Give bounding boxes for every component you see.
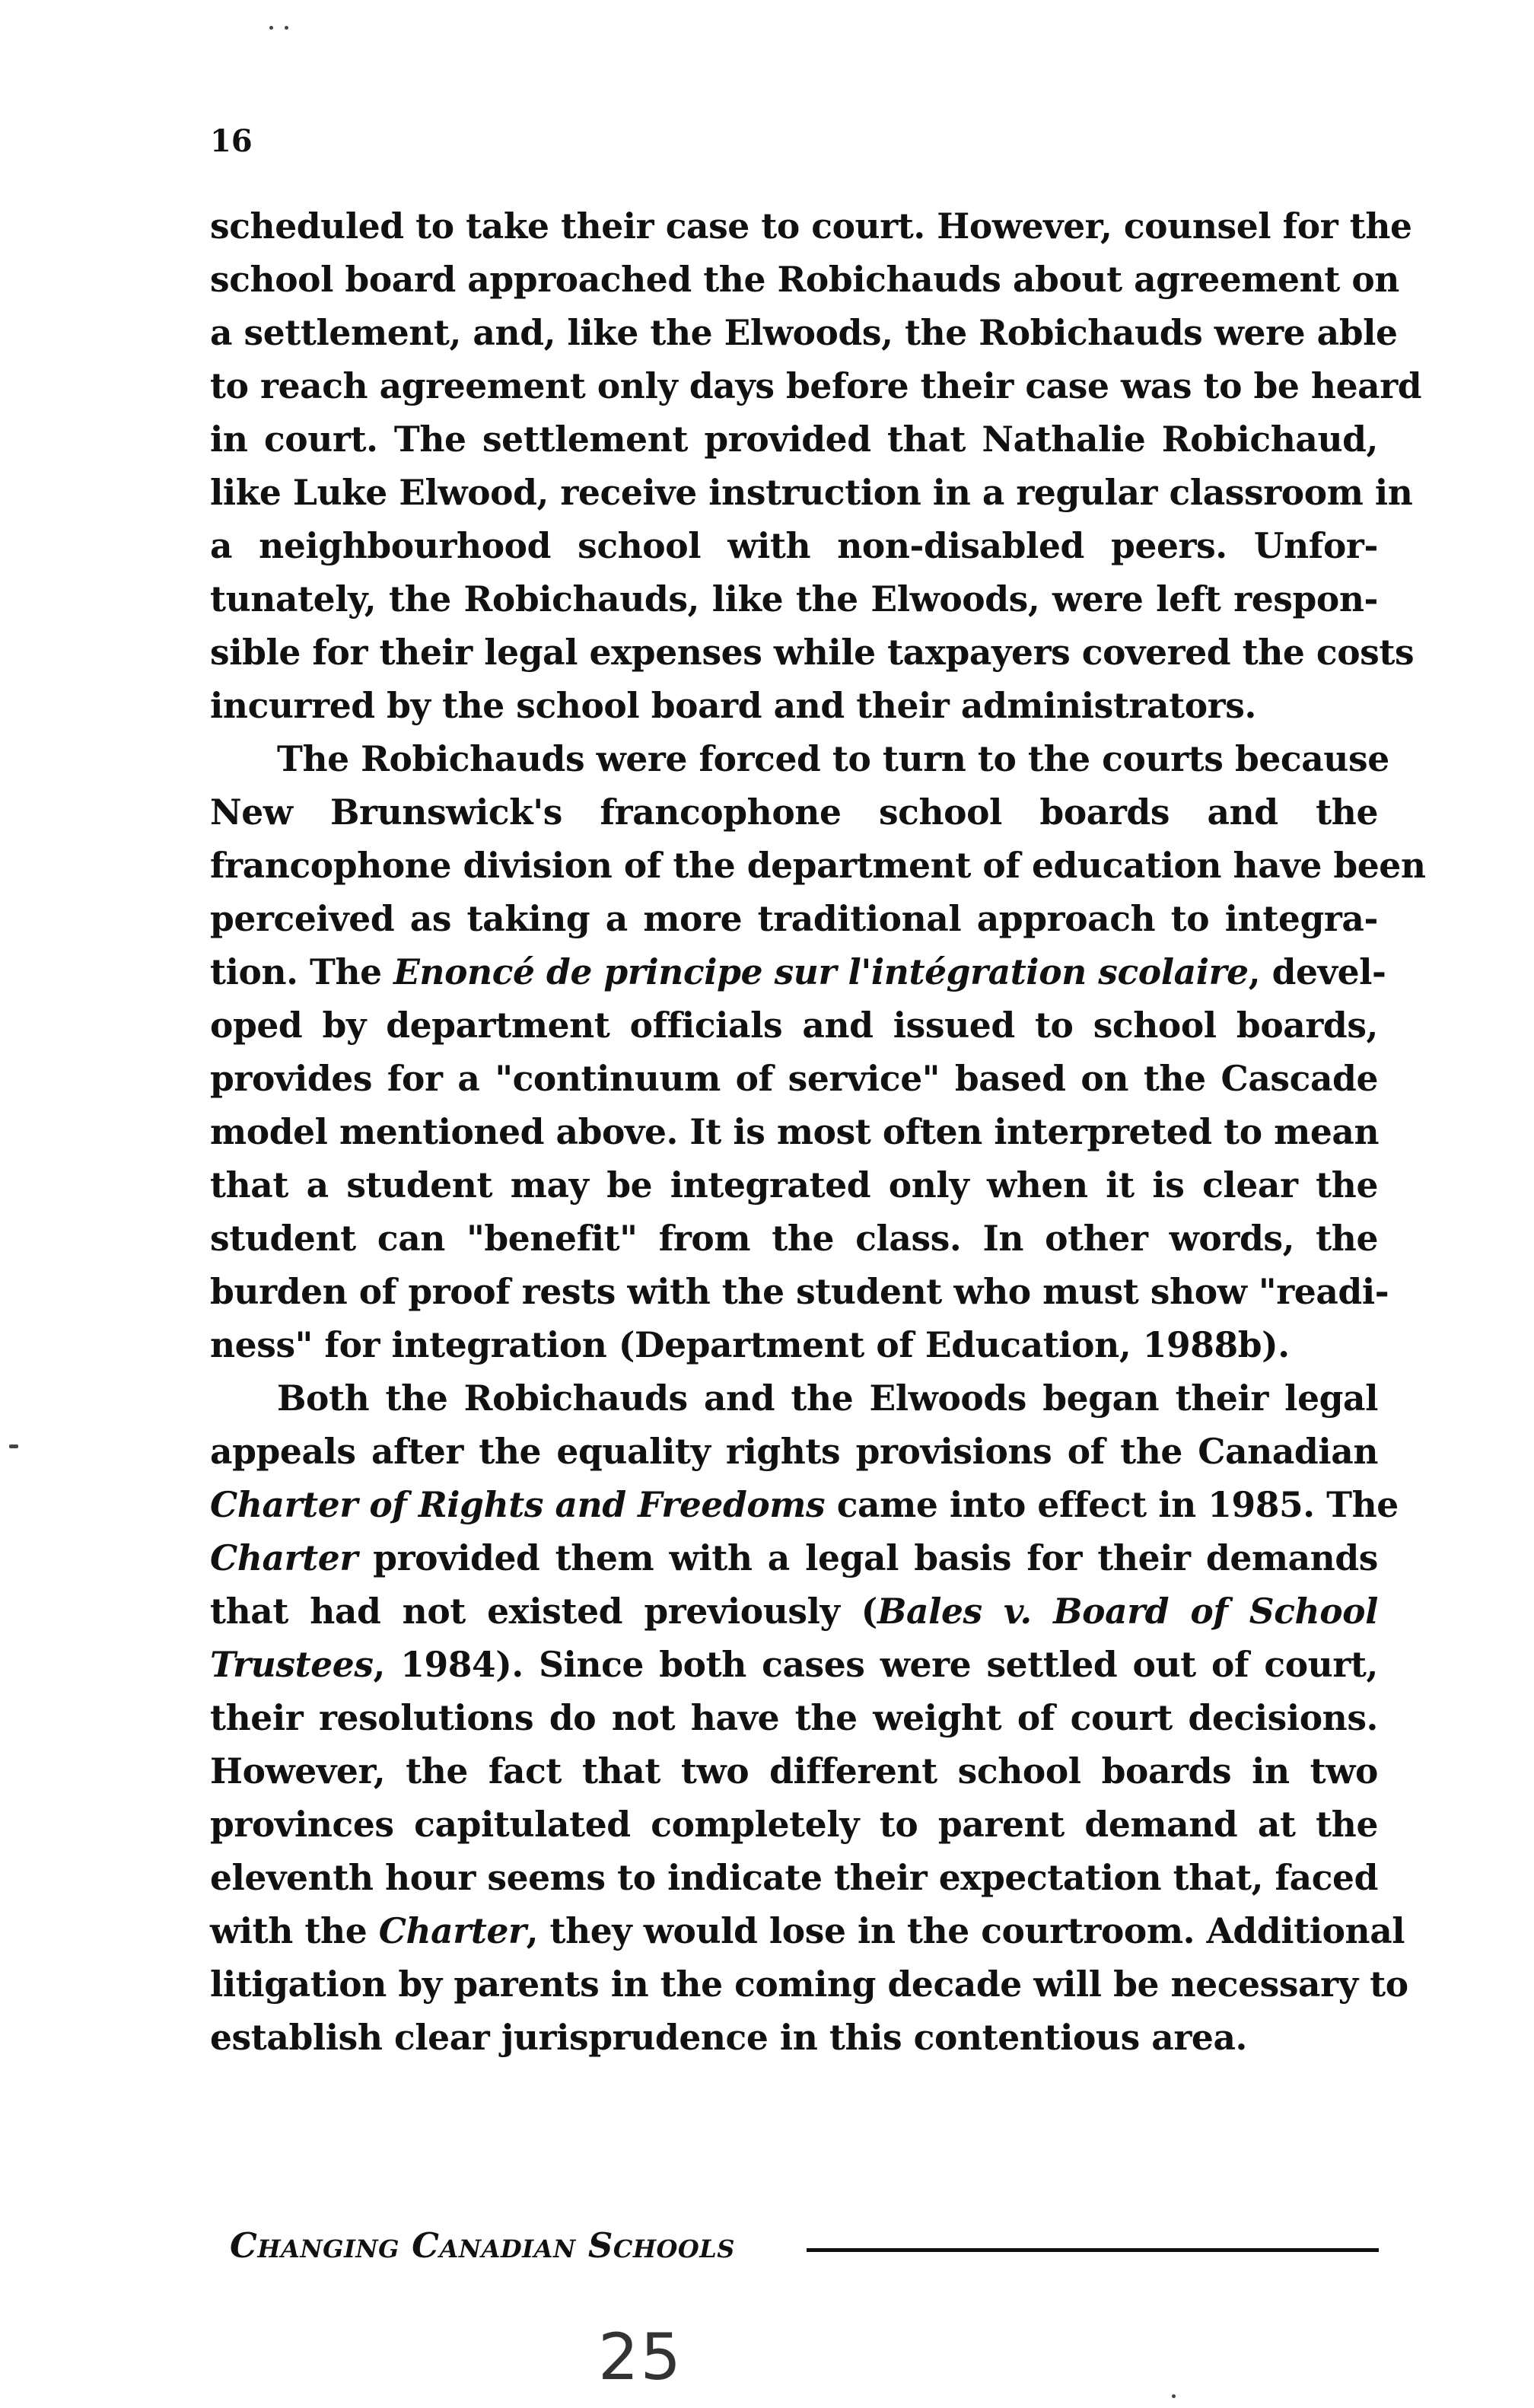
scan-speck (9, 1444, 18, 1448)
paragraph-3 (210, 1371, 1408, 2064)
text-line: litigation by parents in the coming decade will be necessary to (210, 1964, 1408, 2005)
text-line: Charter of Rights and Freedoms came into effect in 1985. The (210, 1484, 1399, 1525)
paragraph-1 (210, 199, 1422, 732)
text-line: perceived as taking a more traditional approach to integra- (210, 898, 1378, 939)
text-line: provinces capitulated completely to parent demand at the (210, 1804, 1378, 1845)
text-line: However, the fact that two different school boards in two (210, 1750, 1378, 1792)
text-line: sible for their legal expenses while taxpayers covered the costs (210, 632, 1415, 673)
text-line: eleventh hour seems to indicate their expectation that, faced (210, 1857, 1378, 1898)
scan-speck (285, 26, 288, 30)
text-line: provides for a "continuum of service" based on the Cascade (210, 1058, 1378, 1099)
text-line: oped by department officials and issued to school boards, (210, 1005, 1378, 1046)
text-line: scheduled to take their case to court. However, counsel for the (210, 205, 1412, 247)
text-line: New Brunswick's francophone school boards and the (210, 792, 1378, 833)
text-line: student can "benefit" from the class. In other words, the (210, 1218, 1378, 1259)
text-line: to reach agreement only days before their case was to be heard (210, 365, 1422, 406)
text-line: Trustees, 1984). Since both cases were settled out of court, (210, 1644, 1378, 1685)
page-number: 16 (210, 123, 253, 159)
text-line: that had not existed previously (Bales v. Board of School (210, 1591, 1379, 1632)
text-line: francophone division of the department of education have been (210, 845, 1426, 886)
body-text (210, 199, 1426, 2064)
text-line: school board approached the Robichauds about agreement on (210, 259, 1399, 300)
text-line: The Robichauds were forced to turn to the courts because (277, 738, 1389, 779)
text-line: burden of proof rests with the student who must show "readi- (210, 1271, 1389, 1312)
text-line: Charter provided them with a legal basis for their demands (210, 1537, 1378, 1578)
text-line: like Luke Elwood, receive instruction in a regular classroom in (210, 472, 1413, 513)
scan-speck (1172, 2394, 1176, 2398)
footer-rule (807, 2248, 1379, 2252)
paragraph-2 (210, 732, 1426, 1371)
text-line: their resolutions do not have the weight of court decisions. (210, 1697, 1378, 1738)
text-line: a neighbourhood school with non-disabled peers. Unfor- (210, 525, 1378, 566)
text-line: Both the Robichauds and the Elwoods began their legal (277, 1378, 1378, 1419)
text-line: incurred by the school board and their administrators. (210, 685, 1256, 726)
text-line: tunately, the Robichauds, like the Elwoods, were left respon- (210, 578, 1378, 620)
text-line: ness" for integration (Department of Education, 1988b). (210, 1324, 1290, 1365)
running-title: Changing Canadian Schools (230, 2225, 735, 2266)
text-line: with the Charter, they would lose in the courtroom. Additional (210, 1910, 1405, 1951)
text-line: appeals after the equality rights provisions of the Canadian (210, 1431, 1378, 1472)
text-line: in court. The settlement provided that Nathalie Robichaud, (210, 419, 1378, 460)
text-line: a settlement, and, like the Elwoods, the Robichauds were able (210, 312, 1398, 353)
scan-speck (269, 26, 273, 30)
text-line: that a student may be integrated only when it is clear the (210, 1164, 1378, 1206)
text-line: establish clear jurisprudence in this contentious area. (210, 2017, 1247, 2058)
text-line: tion. The Enoncé de principe sur l'intégration scolaire, devel- (210, 951, 1386, 992)
text-line: model mentioned above. It is most often interpreted to mean (210, 1111, 1380, 1152)
folio-number: 25 (598, 2320, 683, 2394)
